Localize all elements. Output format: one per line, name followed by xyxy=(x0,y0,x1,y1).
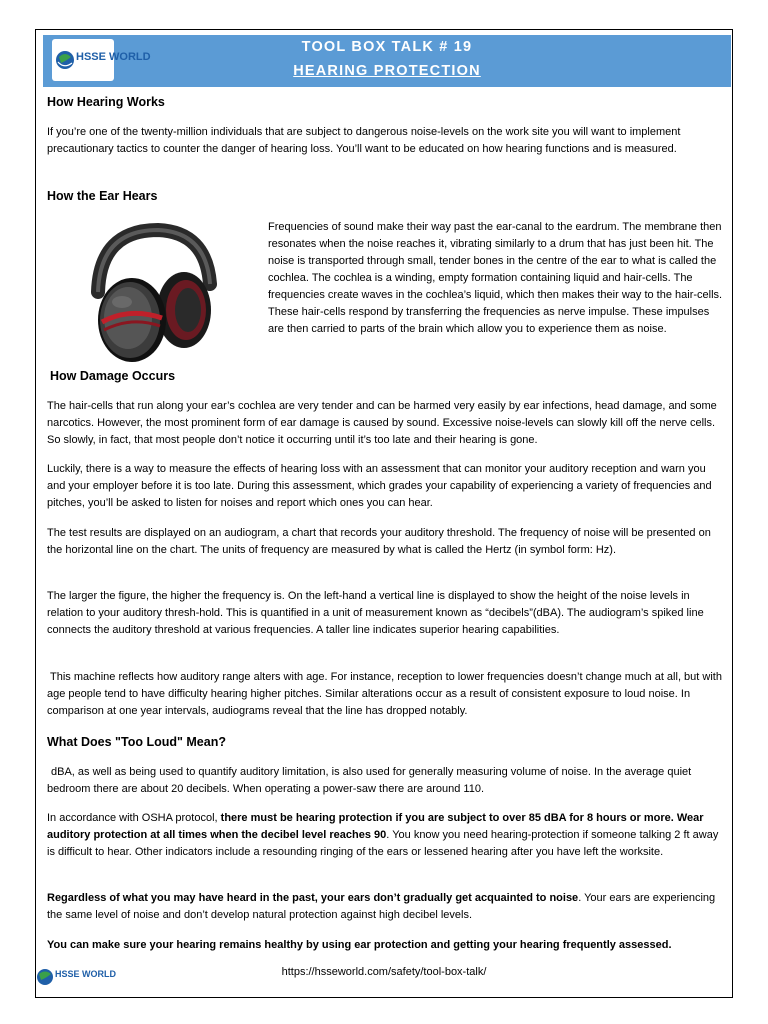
paragraph-damage-2: Luckily, there is a way to measure the effects of hearing loss with an assessment that can monitor your auditory reception and warn you and your employer before it is too late. During this assessment, which grades your capability of experiencing a variety of frequencies and pitches, you’ll be asked to listen for noises and report which ones you can hear. xyxy=(47,463,712,509)
paragraph-damage-5: This machine reflects how auditory range alters with age. For instance, reception to lower frequencies doesn’t change much at all, but with age people tend to have difficulty hearing higher pitches. Similar alterations occur as a result of consistent exposure to loud noise. In comparison at one year intervals, audiograms reveal that the line has dropped notably. xyxy=(47,671,722,717)
paragraph-how-hearing-works: If you’re one of the twenty-million individuals that are subject to dangerous noise-levels on the work site you will want to implement precautionary tactics to counter the danger of hearing loss. You’ll want to be educated on how hearing functions and is measured. xyxy=(47,126,681,155)
paragraph-how-ear-hears: Frequencies of sound make their way past the ear-canal to the eardrum. The membrane then resonates when the noise reaches it, vibrating similarly to a drum that has just been hit. The noise is transported through small, tender bones in the centre of the ear to what is called the cochlea. The cochlea is a winding, empty formation containing liquid and hair-cells. The frequencies create waves in the cochlea’s liquid, which then makes their way to the hair-cells. These hair-cells respond by transferring the frequencies as nerve impulse. These impulses are then carried to parts of the brain which allow you to experience them as noise. xyxy=(268,221,723,335)
paragraph-too-loud-4 xyxy=(47,937,723,954)
header-title-line1: TOOL BOX TALK # 19 xyxy=(301,39,473,55)
footer-logo-text: HSSE WORLD xyxy=(55,969,117,979)
osha-intro-text: In accordance with OSHA protocol, xyxy=(47,812,221,824)
osha-requirement-bold: there must be hearing protection if you are subject to over 85 dBA for 8 hours or more. Wear auditory protection at all times when the decibel level reaches 90 xyxy=(47,812,704,841)
paragraph-damage-3: The test results are displayed on an audiogram, a chart that records your auditory threshold. The frequency of noise will be presented on the horizontal line on the chart. The units of frequency are measured by what is called the Hertz (in symbol form: Hz). xyxy=(47,527,711,556)
heading-too-loud: What Does "Too Loud" Mean? xyxy=(47,735,226,749)
header-banner xyxy=(43,35,731,87)
paragraph-damage-4: The larger the figure, the higher the frequency is. On the left-hand a vertical line is displayed to show the height of the noise levels in relation to your auditory thresh-hold. This is quantified in a unit of measurement known as “decibels”(dBA). The audiogram’s spiked line connects the auditory threshold at various frequencies. A taller line indicates superior hearing capabilities. xyxy=(47,590,704,636)
closing-statement-bold: You can make sure your hearing remains healthy by using ear protection and getting your hearing frequently assessed. xyxy=(47,939,672,951)
paragraph-too-loud-3 xyxy=(47,890,723,924)
osha-indicators-text: . You know you need hearing-protection if someone talking 2 ft away is difficult to hear. Other indicators include a resounding ringing of the ears or lessened hearing after you have left the worksite. xyxy=(47,829,719,858)
footer-url-link[interactable]: https://hsseworld.com/safety/tool-box-talk/ xyxy=(281,966,487,978)
logo-text-hsse: HSSE WORLD xyxy=(76,51,151,63)
heading-how-damage-occurs: How Damage Occurs xyxy=(50,369,176,383)
heading-how-hearing-works: How Hearing Works xyxy=(47,95,165,109)
earmuffs-image xyxy=(80,222,220,364)
paragraph-damage-1: The hair-cells that run along your ear’s cochlea are very tender and can be harmed very easily by ear infections, head damage, and some narcotics. However, the most prominent form of ear damage is caused by sound. Excessive noise-levels can slowly kill off the nerve cells. So slowly, in fact, that most people don’t notice it occurring until it’s too late and their hearing is gone. xyxy=(47,400,717,446)
ears-acquainted-bold: Regardless of what you may have heard in the past, your ears don’t gradually get acquainted to noise xyxy=(47,892,579,904)
header-title-line2: HEARING PROTECTION xyxy=(293,63,481,79)
paragraph-too-loud-2 xyxy=(47,810,723,861)
paragraph-too-loud-1: dBA, as well as being used to quantify auditory limitation, is also used for generally measuring volume of noise. In the average quiet bedroom there are about 20 decibels. When operating a power-saw there are around 110. xyxy=(47,766,692,795)
ears-acquainted-rest: . Your ears are experiencing the same level of noise and don’t develop natural protection against high decibel levels. xyxy=(47,892,716,921)
heading-how-ear-hears: How the Ear Hears xyxy=(47,189,158,203)
